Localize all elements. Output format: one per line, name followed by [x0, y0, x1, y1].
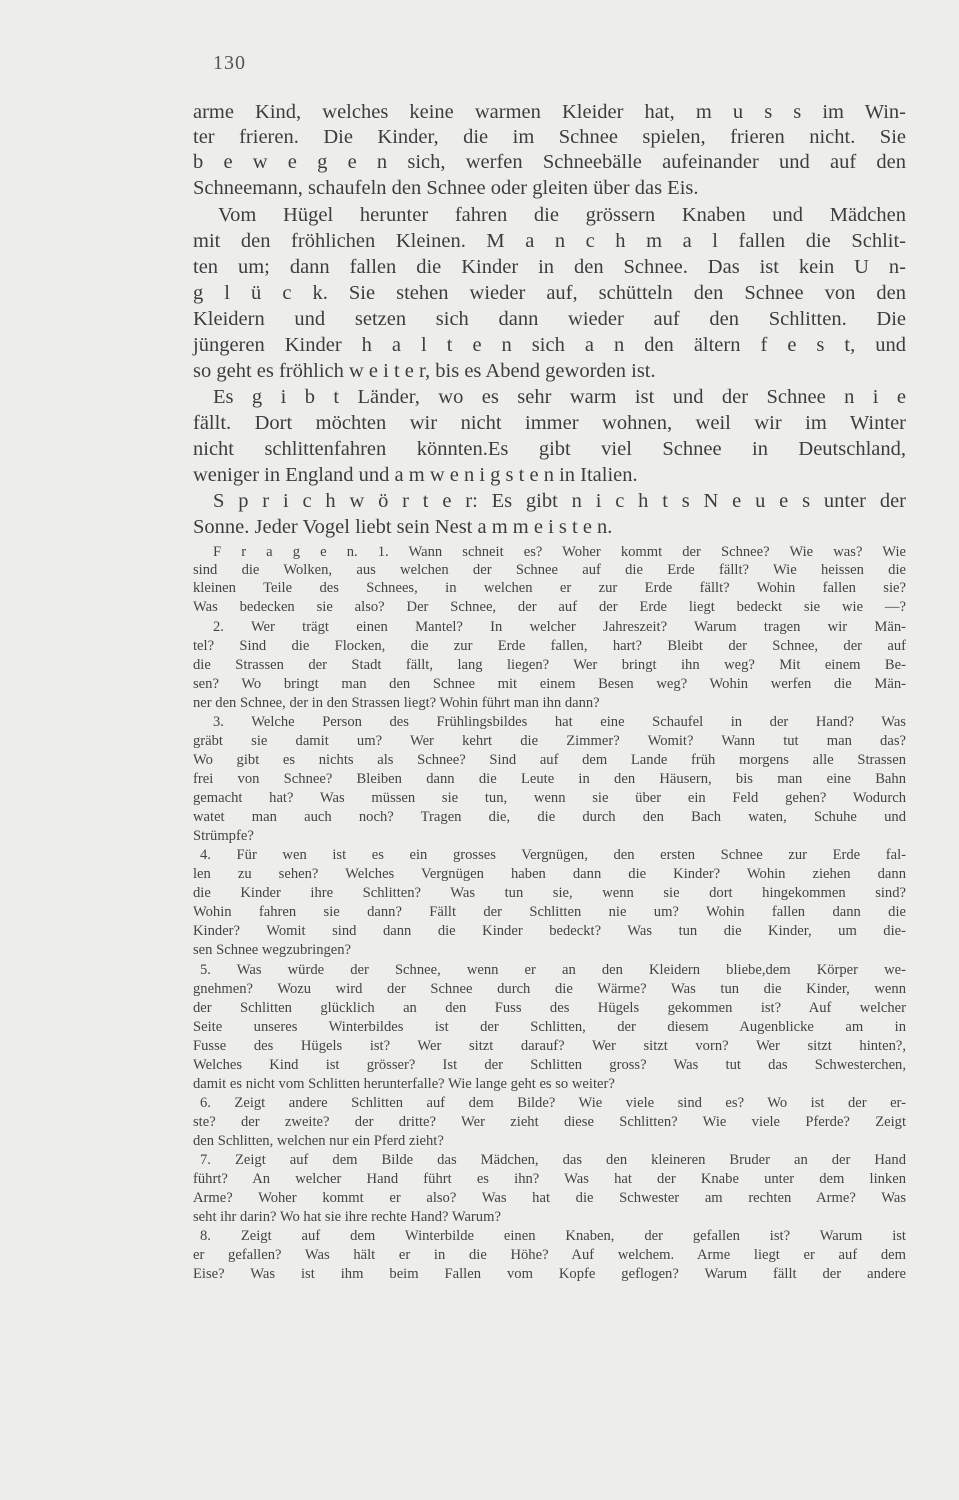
- question-line: 4. Für wen ist es ein grosses Vergnügen, den ersten Schnee zur Erde fal-: [200, 847, 906, 863]
- question-line: watet man auch noch? Tragen die, die durch den Bach waten, Schuhe und: [193, 809, 906, 825]
- question-line: sen? Wo bringt man den Schnee mit einem Besen weg? Wohin werfen die Män-: [193, 676, 906, 692]
- question-line: Was bedecken sie also? Der Schnee, der auf der Erde liegt bedeckt sie wie —?: [193, 599, 906, 615]
- question-line: tel? Sind die Flocken, die zur Erde fallen, hart? Bleibt der Schnee, der auf: [193, 638, 906, 654]
- text-line: b e w e g e n sich, werfen Schneebälle aufeinander und auf den: [193, 151, 906, 173]
- question-line: sind die Wolken, aus welchen der Schnee auf die Erde fällt? Wie heissen die: [193, 562, 906, 578]
- question-line: 7. Zeigt auf dem Bilde das Mädchen, das den kleineren Bruder an der Hand: [200, 1152, 906, 1168]
- question-line: Strümpfe?: [193, 828, 254, 844]
- text-line: so geht es fröhlich w e i t e r, bis es Abend geworden ist.: [193, 360, 656, 382]
- question-line: Wo gibt es nichts als Schnee? Sind auf dem Lande früh morgens alle Strassen: [193, 752, 906, 768]
- question-line: die Kinder ihre Schlitten? Was tun sie, wenn sie dort hingekommen sind?: [193, 885, 906, 901]
- question-line: ner den Schnee, der in den Strassen liegt? Wohin führt man ihn dann?: [193, 695, 600, 711]
- question-line: 6. Zeigt andere Schlitten auf dem Bilde? Wie viele sind es? Wo ist der er-: [200, 1095, 906, 1111]
- text-line: weniger in England und a m w e n i g s t e n in Italien.: [193, 464, 638, 486]
- text-line: ten um; dann fallen die Kinder in den Schnee. Das ist kein U n-: [193, 256, 906, 278]
- text-line: S p r i c h w ö r t e r: Es gibt n i c h t s N e u e s unter der: [213, 490, 906, 512]
- text-line: g l ü c k. Sie stehen wieder auf, schütteln den Schnee von den: [193, 282, 906, 304]
- question-line: frei von Schnee? Bleiben dann die Leute in den Häusern, bis man eine Bahn: [193, 771, 906, 787]
- question-line: gnehmen? Wozu wird der Schnee durch die Wärme? Was tun die Kinder, wenn: [193, 981, 906, 997]
- question-line: F r a g e n. 1. Wann schneit es? Woher kommt der Schnee? Wie was? Wie: [213, 544, 906, 560]
- question-line: gemacht hat? Was müssen sie tun, wenn sie über ein Feld gehen? Wodurch: [193, 790, 906, 806]
- text-line: fällt. Dort möchten wir nicht immer wohnen, weil wir im Winter: [193, 412, 906, 434]
- text-line: arme Kind, welches keine warmen Kleider hat, m u s s im Win-: [193, 101, 906, 123]
- text-line: nicht schlittenfahren könnten.Es gibt viel Schnee in Deutschland,: [193, 438, 906, 460]
- question-line: 5. Was würde der Schnee, wenn er an den Kleidern bliebe,dem Körper we-: [200, 962, 906, 978]
- text-line: Vom Hügel herunter fahren die grössern Knaben und Mädchen: [218, 204, 906, 226]
- text-line: Schneemann, schaufeln den Schnee oder gleiten über das Eis.: [193, 177, 699, 199]
- question-line: Kinder? Womit sind dann die Kinder bedeckt? Was tun die Kinder, um die-: [193, 923, 906, 939]
- text-line: mit den fröhlichen Kleinen. M a n c h m a l fallen die Schlit-: [193, 230, 906, 252]
- text-line: Sonne. Jeder Vogel liebt sein Nest a m m e i s t e n.: [193, 516, 613, 538]
- question-line: sen Schnee wegzubringen?: [193, 942, 352, 958]
- question-line: führt? An welcher Hand führt es ihn? Was hat der Knabe unter dem linken: [193, 1171, 906, 1187]
- text-line: Es g i b t Länder, wo es sehr warm ist und der Schnee n i e: [213, 386, 906, 408]
- question-line: er gefallen? Was hält er in die Höhe? Auf welchem. Arme liegt er auf dem: [193, 1247, 906, 1263]
- question-line: Eise? Was ist ihm beim Fallen vom Kopfe geflogen? Warum fällt der andere: [193, 1266, 906, 1282]
- question-line: kleinen Teile des Schnees, in welchen er zur Erde fällt? Wohin fallen sie?: [193, 580, 906, 596]
- question-line: 2. Wer trägt einen Mantel? In welcher Jahreszeit? Warum tragen wir Män-: [213, 619, 906, 635]
- text-line: jüngeren Kinder h a l t e n sich a n den ältern f e s t, und: [193, 334, 906, 356]
- question-line: den Schlitten, welchen nur ein Pferd zieht?: [193, 1133, 444, 1149]
- text-line: ter frieren. Die Kinder, die im Schnee spielen, frieren nicht. Sie: [193, 126, 906, 148]
- question-line: Fusse des Hügels ist? Wer sitzt darauf? Wer sitzt vorn? Wer sitzt hinten?,: [193, 1038, 906, 1054]
- question-line: Wohin fahren sie dann? Fällt der Schlitten nie um? Wohin fallen dann die: [193, 904, 906, 920]
- question-line: len zu sehen? Welches Vergnügen haben dann die Kinder? Wohin ziehen dann: [193, 866, 906, 882]
- question-line: Welches Kind ist grösser? Ist der Schlitten gross? Was tut das Schwesterchen,: [193, 1057, 906, 1073]
- question-line: damit es nicht vom Schlitten herunterfalle? Wie lange geht es so weiter?: [193, 1076, 615, 1092]
- question-line: Seite unseres Winterbildes ist der Schlitten, der diesem Augenblicke am in: [193, 1019, 906, 1035]
- question-line: Arme? Woher kommt er also? Was hat die Schwester am rechten Arme? Was: [193, 1190, 906, 1206]
- question-line: 3. Welche Person des Frühlingsbildes hat eine Schaufel in der Hand? Was: [213, 714, 906, 730]
- question-line: seht ihr darin? Wo hat sie ihre rechte Hand? Warum?: [193, 1209, 501, 1225]
- text-line: Kleidern und setzen sich dann wieder auf den Schlitten. Die: [193, 308, 906, 330]
- question-line: 8. Zeigt auf dem Winterbilde einen Knaben, der gefallen ist? Warum ist: [200, 1228, 906, 1244]
- question-line: die Strassen der Stadt fällt, lang liegen? Wer bringt ihn weg? Mit einem Be-: [193, 657, 906, 673]
- page-number: 130: [213, 52, 246, 74]
- question-line: der Schlitten glücklich an den Fuss des Hügels gekommen ist? Auf welcher: [193, 1000, 906, 1016]
- question-line: ste? der zweite? der dritte? Wer zieht diese Schlitten? Wie viele Pferde? Zeigt: [193, 1114, 906, 1130]
- question-line: gräbt sie damit um? Wer kehrt die Zimmer? Womit? Wann tut man das?: [193, 733, 906, 749]
